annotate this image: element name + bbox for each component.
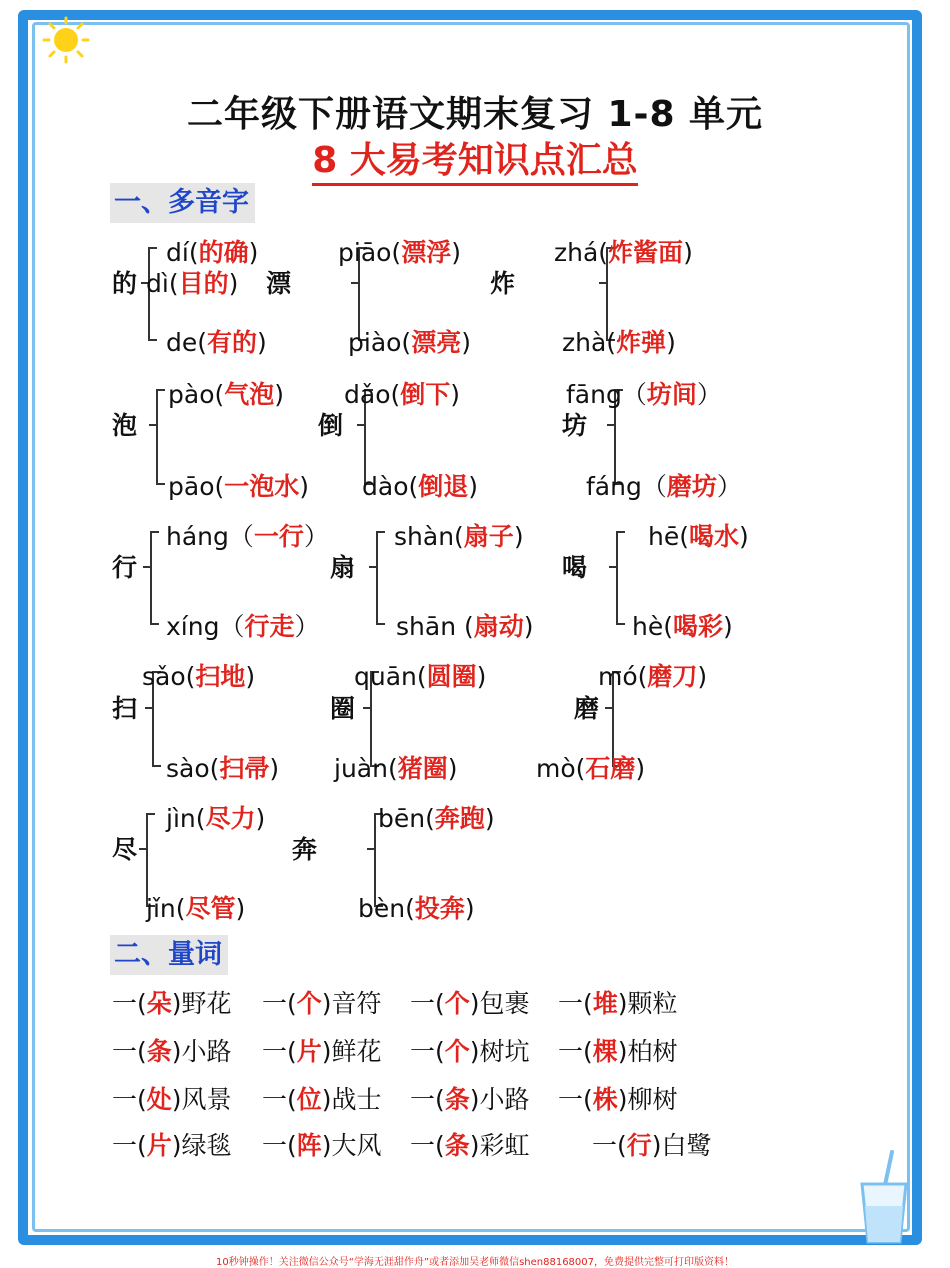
reading-upper [166, 799, 265, 835]
item-prefix: 一( [262, 989, 297, 1018]
reading-upper [142, 657, 255, 693]
example-word: 行走 [244, 612, 295, 641]
item-prefix: 一( [558, 1037, 593, 1066]
reading-lower [536, 749, 645, 785]
measure-word: 条 [146, 1037, 172, 1066]
section-heading-measure-words: 二、量词 [110, 935, 228, 975]
pinyin-text: quān( [354, 662, 427, 691]
bracket-tick [369, 566, 376, 568]
item-noun: )颗粒 [617, 989, 678, 1018]
measure-word: 阵 [296, 1131, 322, 1160]
pinyin-text: hè( [632, 612, 673, 641]
bracket-tick [609, 566, 616, 568]
closing-paren: ） [303, 522, 329, 551]
example-word: 扇子 [463, 522, 514, 551]
measure-word-item [558, 984, 678, 1020]
item-noun: )树坑 [469, 1037, 530, 1066]
reading-lower [362, 467, 478, 503]
closing-paren: ) [723, 612, 733, 641]
reading-upper [554, 233, 693, 269]
reading-lower [168, 467, 309, 503]
closing-paren: ) [235, 894, 246, 923]
reading-upper [338, 233, 461, 269]
bracket-tick [367, 848, 374, 850]
pinyin-text: zhà( [562, 328, 617, 357]
example-word: 圆圈 [426, 662, 477, 691]
item-noun: )小路 [469, 1085, 530, 1114]
pinyin-text: dì( [146, 269, 179, 298]
example-word: 扫地 [195, 662, 246, 691]
measure-word: 处 [146, 1085, 172, 1114]
reading-lower [146, 889, 245, 925]
polyphonic-char: 漂 [266, 269, 292, 298]
pinyin-text: fáng（ [586, 472, 667, 501]
example-word: 尽力 [205, 804, 256, 833]
reading-lower [358, 889, 475, 925]
closing-paren: ) [476, 662, 487, 691]
reading-upper [648, 517, 749, 553]
example-word: 坊间 [646, 380, 697, 409]
reading-upper [598, 657, 707, 693]
polyphonic-char: 喝 [562, 553, 588, 582]
item-prefix: 一( [410, 1131, 445, 1160]
pinyin-text: háng（ [166, 522, 254, 551]
item-noun: )大风 [321, 1131, 382, 1160]
closing-paren: ） [294, 612, 320, 641]
measure-word-item [262, 1126, 382, 1162]
example-word: 扫帚 [219, 754, 270, 783]
item-noun: )野花 [171, 989, 232, 1018]
example-word: 气泡 [224, 380, 275, 409]
closing-paren: ) [523, 612, 534, 641]
item-prefix: 一( [592, 1131, 627, 1160]
pinyin-text: mó( [598, 662, 648, 691]
closing-paren: ) [635, 754, 646, 783]
pinyin-text: sǎo( [142, 662, 196, 691]
example-word: 目的 [178, 269, 229, 298]
closing-paren: ) [450, 380, 461, 409]
reading-lower [348, 323, 471, 359]
measure-word: 位 [296, 1085, 322, 1114]
measure-word-item [558, 1032, 678, 1068]
example-word: 一行 [253, 522, 304, 551]
polyphonic-char: 坊 [562, 411, 588, 440]
item-noun: )风景 [171, 1085, 232, 1114]
polyphonic-char: 扫 [112, 694, 138, 723]
measure-word-item [112, 984, 232, 1020]
example-word: 喝水 [688, 522, 739, 551]
item-prefix: 一( [262, 1037, 297, 1066]
reading-lower [166, 607, 320, 643]
example-word: 奔跑 [434, 804, 485, 833]
item-noun: )战士 [321, 1085, 382, 1114]
measure-word: 条 [444, 1131, 470, 1160]
closing-paren: ） [696, 380, 722, 409]
item-noun: )柏树 [617, 1037, 678, 1066]
example-word: 有的 [207, 328, 258, 357]
sun-icon [40, 14, 96, 70]
reading-lower [632, 607, 733, 643]
pinyin-text: juàn( [334, 754, 398, 783]
closing-paren: ) [484, 804, 495, 833]
closing-paren: ) [513, 522, 524, 551]
bracket [616, 531, 625, 625]
item-noun: )包裹 [469, 989, 530, 1018]
footer-note: 10秒钟操作！关注微信公众号“学海无涯甜作舟”或者添加吴老师微信shen88168007，免费提供完整可打印版资料！ [215, 1257, 735, 1268]
polyphonic-char: 的 [112, 269, 138, 298]
measure-word-item [410, 1080, 530, 1116]
example-word: 扇动 [473, 612, 524, 641]
reading-upper [378, 799, 495, 835]
reading-lower [166, 323, 267, 359]
closing-paren: ) [451, 238, 461, 267]
item-prefix: 一( [112, 1037, 147, 1066]
item-prefix: 一( [410, 989, 445, 1018]
measure-word-item [112, 1032, 232, 1068]
reading-lower [396, 607, 534, 643]
closing-paren: ) [269, 754, 280, 783]
pinyin-text: shān ( [396, 612, 474, 641]
example-word: 一泡水 [224, 472, 300, 501]
item-noun: )鲜花 [321, 1037, 382, 1066]
example-word: 磨刀 [647, 662, 698, 691]
example-word: 炸酱面 [608, 238, 684, 267]
measure-word-item [410, 1126, 530, 1162]
closing-paren: ) [697, 662, 708, 691]
item-noun: )白鹭 [651, 1131, 712, 1160]
item-prefix: 一( [558, 1085, 593, 1114]
polyphonic-char: 行 [112, 553, 138, 582]
example-word: 尽管 [185, 894, 236, 923]
page-subtitle: 8 大易考知识点汇总 [0, 132, 950, 183]
pinyin-text: sào( [166, 754, 220, 783]
bracket-tick [357, 424, 364, 426]
item-prefix: 一( [112, 1085, 147, 1114]
pinyin-text: dào( [362, 472, 419, 501]
bracket-tick [351, 282, 358, 284]
bracket-tick [605, 707, 612, 709]
bracket-tick [363, 707, 370, 709]
pinyin-text: jǐn( [146, 894, 186, 923]
pinyin-text: piāo( [338, 238, 402, 267]
cup-icon [852, 1148, 916, 1248]
measure-word: 片 [146, 1131, 172, 1160]
pinyin-text: pāo( [168, 472, 225, 501]
measure-word: 个 [296, 989, 322, 1018]
pinyin-text: shàn( [394, 522, 464, 551]
example-word: 猪圈 [397, 754, 448, 783]
example-word: 喝彩 [672, 612, 723, 641]
bracket [150, 531, 159, 625]
reading-upper [566, 375, 722, 411]
example-word: 倒下 [400, 380, 451, 409]
measure-word: 个 [444, 989, 470, 1018]
pinyin-text: bèn( [358, 894, 415, 923]
measure-word: 条 [444, 1085, 470, 1114]
item-prefix: 一( [262, 1131, 297, 1160]
pinyin-text: dí( [166, 238, 199, 267]
example-word: 投奔 [414, 894, 465, 923]
polyphonic-char: 炸 [490, 269, 516, 298]
bracket-tick [607, 424, 614, 426]
measure-word-item [262, 1032, 382, 1068]
item-prefix: 一( [410, 1085, 445, 1114]
bracket [156, 389, 165, 485]
reading-upper [344, 375, 460, 411]
pinyin-text: zhá( [554, 238, 609, 267]
pinyin-text: mò( [536, 754, 586, 783]
measure-word: 片 [296, 1037, 322, 1066]
reading-upper [354, 657, 486, 693]
closing-paren: ) [245, 662, 256, 691]
item-noun: )音符 [321, 989, 382, 1018]
measure-word-item [410, 1032, 530, 1068]
measure-word: 行 [626, 1131, 652, 1160]
closing-paren: ) [666, 328, 676, 357]
closing-paren: ) [248, 238, 259, 267]
measure-word-item [558, 1080, 678, 1116]
pinyin-text: hē( [648, 522, 689, 551]
reading-lower [586, 467, 742, 503]
closing-paren: ) [683, 238, 693, 267]
closing-paren: ) [461, 328, 471, 357]
item-prefix: 一( [558, 989, 593, 1018]
measure-word-item [262, 984, 382, 1020]
reading-middle [146, 264, 238, 300]
closing-paren: ) [228, 269, 239, 298]
bracket-tick [149, 424, 156, 426]
example-word: 石磨 [585, 754, 636, 783]
reading-lower [562, 323, 676, 359]
polyphonic-char: 倒 [318, 411, 344, 440]
closing-paren: ) [299, 472, 310, 501]
closing-paren: ） [716, 472, 742, 501]
item-prefix: 一( [112, 1131, 147, 1160]
polyphonic-char: 奔 [292, 835, 318, 864]
measure-word-item [262, 1080, 382, 1116]
pinyin-text: pào( [168, 380, 225, 409]
example-word: 漂亮 [411, 328, 462, 357]
reading-upper [166, 517, 329, 553]
measure-word: 棵 [592, 1037, 618, 1066]
measure-word-item [112, 1080, 232, 1116]
bracket-tick [143, 566, 150, 568]
closing-paren: ) [255, 804, 266, 833]
item-noun: )柳树 [617, 1085, 678, 1114]
measure-word: 堆 [592, 989, 618, 1018]
bracket-tick [145, 707, 152, 709]
page-title: 二年级下册语文期末复习 1-8 单元 [186, 94, 764, 135]
pinyin-text: jìn( [166, 804, 206, 833]
reading-lower [334, 749, 458, 785]
closing-paren: ) [468, 472, 479, 501]
polyphonic-char: 扇 [330, 553, 356, 582]
closing-paren: ) [447, 754, 458, 783]
measure-word: 个 [444, 1037, 470, 1066]
measure-word-item [592, 1126, 712, 1162]
example-word: 的确 [198, 238, 249, 267]
bracket-tick [139, 848, 146, 850]
pinyin-text: xíng（ [166, 612, 245, 641]
polyphonic-char: 尽 [112, 835, 138, 864]
item-prefix: 一( [262, 1085, 297, 1114]
closing-paren: ) [274, 380, 285, 409]
item-prefix: 一( [112, 989, 147, 1018]
item-noun: )小路 [171, 1037, 232, 1066]
bracket-tick [599, 282, 606, 284]
pinyin-text: bēn( [378, 804, 435, 833]
polyphonic-char: 磨 [574, 694, 600, 723]
item-prefix: 一( [410, 1037, 445, 1066]
closing-paren: ) [464, 894, 475, 923]
example-word: 磨坊 [666, 472, 717, 501]
section-heading-polyphonic: 一、多音字 [110, 183, 255, 223]
item-noun: )彩虹 [469, 1131, 530, 1160]
measure-word-item [112, 1126, 232, 1162]
example-word: 倒退 [418, 472, 469, 501]
closing-paren: ) [257, 328, 267, 357]
example-word: 漂浮 [401, 238, 452, 267]
closing-paren: ) [739, 522, 749, 551]
example-word: 炸弹 [616, 328, 667, 357]
reading-upper [394, 517, 524, 553]
pinyin-text: piào( [348, 328, 412, 357]
reading-upper [168, 375, 284, 411]
item-noun: )绿毯 [171, 1131, 232, 1160]
pinyin-text: dǎo( [344, 380, 401, 409]
measure-word-item [410, 984, 530, 1020]
polyphonic-char: 圈 [330, 694, 356, 723]
bracket [376, 531, 385, 625]
pinyin-text: fāng（ [566, 380, 647, 409]
measure-word: 朵 [146, 989, 172, 1018]
reading-lower [166, 749, 279, 785]
polyphonic-char: 泡 [112, 411, 138, 440]
pinyin-text: de( [166, 328, 208, 357]
measure-word: 株 [592, 1085, 618, 1114]
